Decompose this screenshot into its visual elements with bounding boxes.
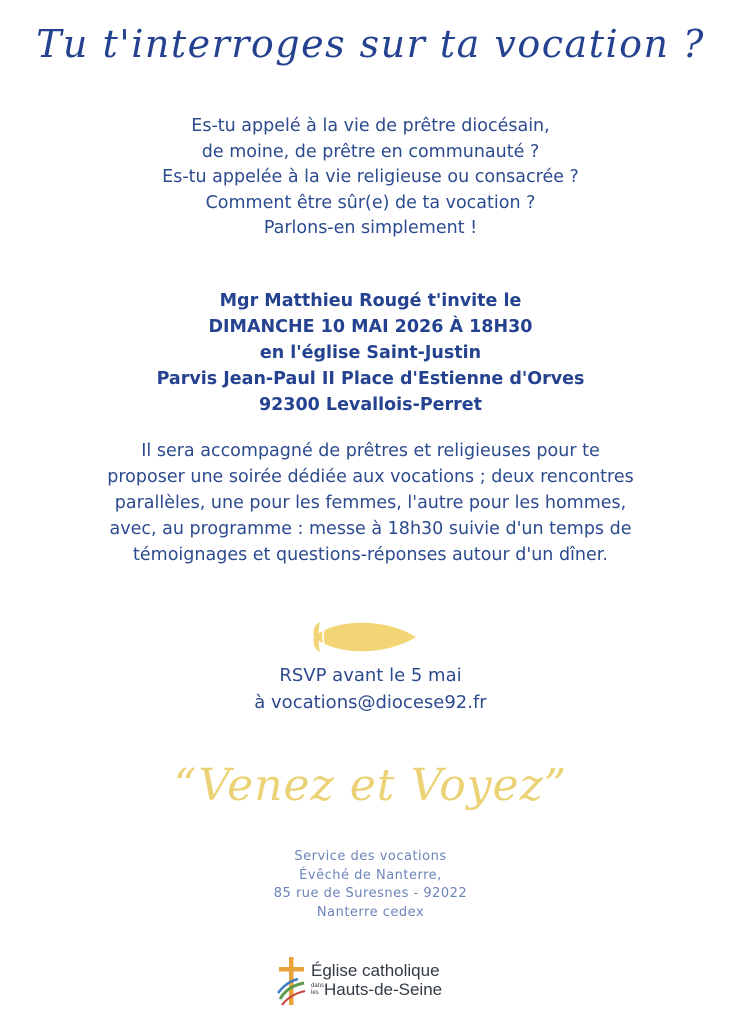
invite-line-host: Mgr Matthieu Rougé t'invite le (219, 291, 522, 311)
rsvp-email[interactable]: à vocations@diocese92.fr (254, 692, 487, 713)
logo-text-line1: Église catholique (311, 961, 440, 980)
description-line: parallèles, une pour les femmes, l'autre pour les hommes, (114, 493, 627, 513)
cross-logo-icon (276, 955, 306, 1007)
logo-text-line2: Hauts-de-Seine (324, 980, 443, 999)
rsvp-deadline: RSVP avant le 5 mai (279, 665, 462, 686)
page-title: Tu t'interroges sur ta vocation ? (36, 22, 705, 66)
invite-line-date: DIMANCHE 10 MAI 2026 À 18H30 (208, 317, 533, 337)
question-line: Es-tu appelé à la vie de prêtre diocésain, (191, 116, 550, 136)
question-line: Comment être sûr(e) de ta vocation ? (205, 192, 536, 213)
address-line: Nanterre cedex (316, 904, 425, 920)
address-block (0, 848, 741, 922)
address-line: Évêché de Nanterre, (299, 867, 442, 883)
logo-small-dans: dans (311, 983, 325, 989)
description-line: proposer une soirée dédiée aux vocations ; deux rencontres (107, 467, 634, 487)
description-block (0, 438, 741, 568)
question-line: Es-tu appelée à la vie religieuse ou consacrée ? (162, 167, 579, 187)
address-line: 85 rue de Suresnes - 92022 (273, 886, 468, 901)
question-line: Parlons-en simplement ! (263, 218, 478, 238)
logo-text-small (311, 983, 323, 996)
motto: “Venez et Voyez” (173, 760, 568, 811)
question-line: de moine, de prêtre en communauté ? (201, 141, 540, 162)
invite-line-city: 92300 Levallois-Perret (258, 395, 483, 415)
invitation-details (0, 288, 741, 418)
description-line: témoignages et questions-réponses autour d'un dîner. (133, 545, 608, 565)
diocese-logo (276, 955, 476, 1007)
description-line: Il sera accompagné de prêtres et religieuses pour te (141, 441, 600, 461)
description-line: avec, au programme : messe à 18h30 suivie d'un temps de (109, 519, 632, 539)
invite-line-church: en l'église Saint-Justin (259, 343, 482, 363)
questions-block (0, 114, 741, 242)
invite-line-street: Parvis Jean-Paul II Place d'Estienne d'Orves (156, 369, 585, 389)
logo-small-les: les (311, 989, 319, 996)
address-line: Service des vocations (294, 849, 447, 864)
fish-icon (312, 618, 420, 656)
rsvp-block (0, 662, 741, 716)
